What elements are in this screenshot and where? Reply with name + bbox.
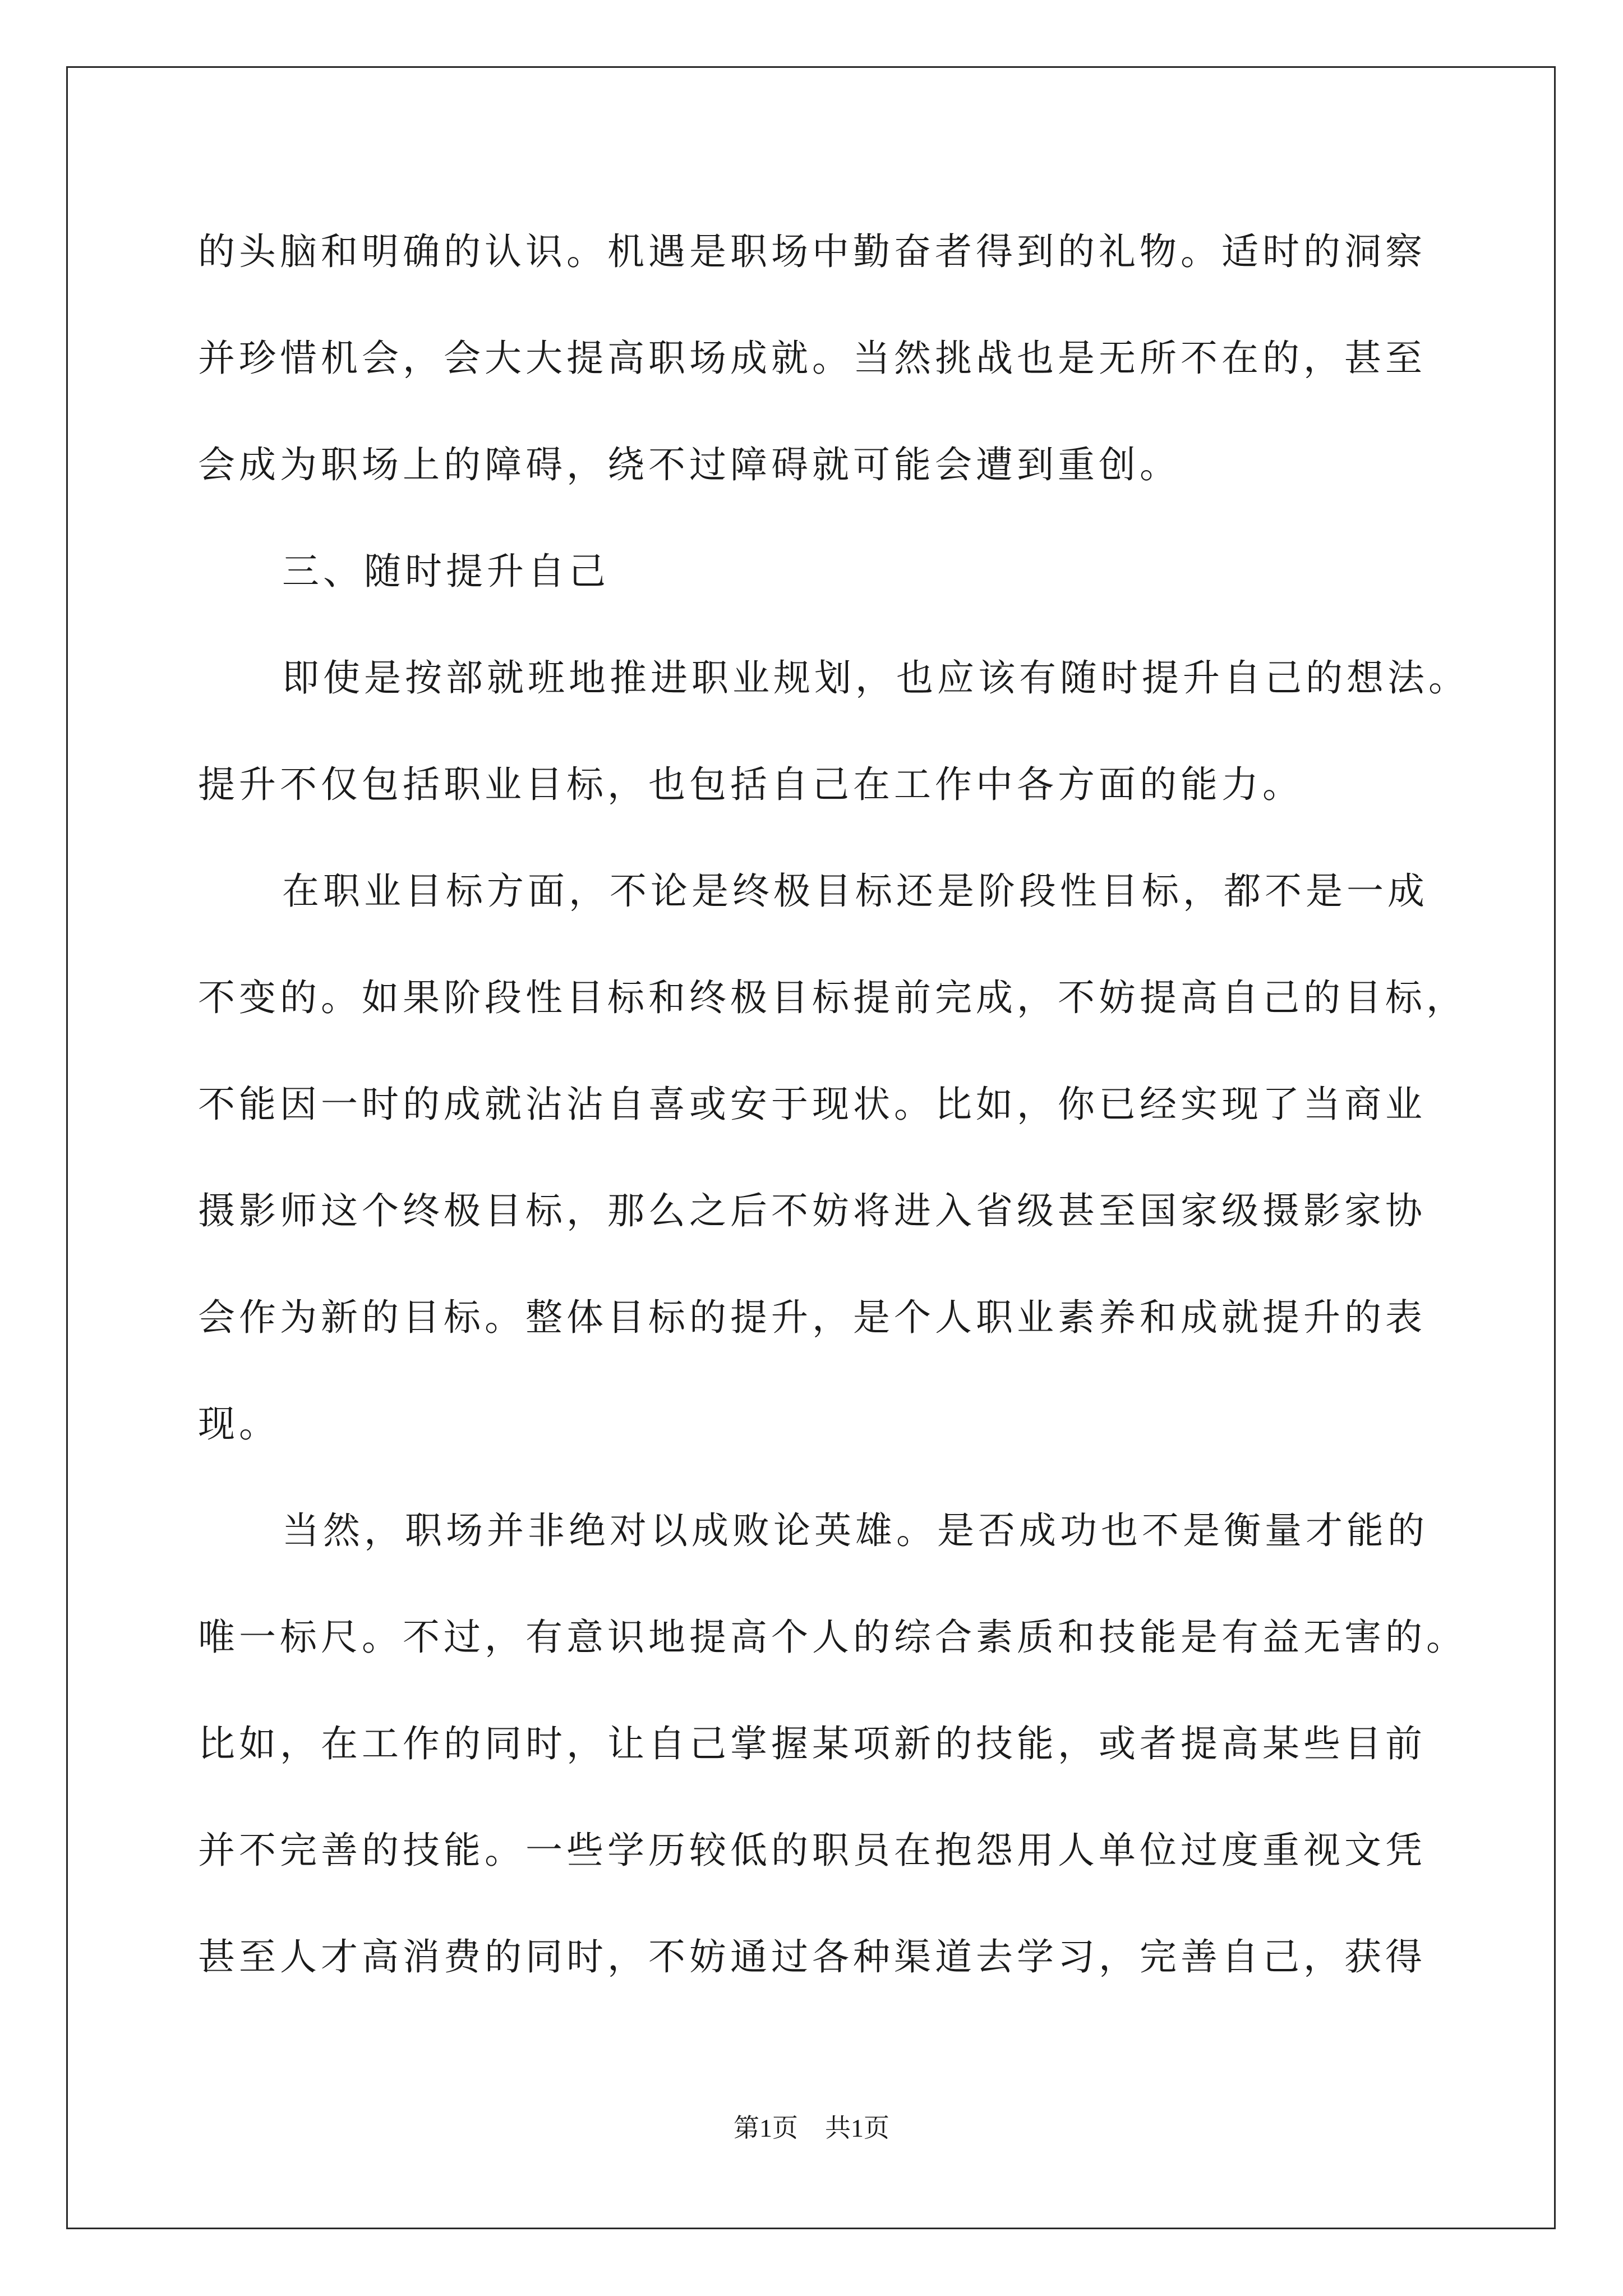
text-line-9: 不能因一时的成就沾沾自喜或安于现状。比如，你已经实现了当商业	[198, 1083, 1426, 1126]
text-line-1: 的头脑和明确的认识。机遇是职场中勤奋者得到的礼物。适时的洞察	[198, 230, 1426, 273]
text-line-11: 会作为新的目标。整体目标的提升，是个人职业素养和成就提升的表	[198, 1296, 1426, 1339]
text-line-2: 并珍惜机会，会大大提高职场成就。当然挑战也是无所不在的，甚至	[198, 337, 1426, 380]
text-line-5: 即使是按部就班地推进职业规划，也应该有随时提升自己的想法。	[282, 656, 1469, 700]
text-line-3: 会成为职场上的障碍，绕不过障碍就可能会遭到重创。	[198, 443, 1181, 486]
text-line-17: 甚至人才高消费的同时，不妨通过各种渠道去学习，完善自己，获得	[198, 1935, 1426, 1978]
text-line-12: 现。	[198, 1402, 280, 1446]
text-line-14: 唯一标尺。不过，有意识地提高个人的综合素质和技能是有益无害的。	[198, 1616, 1467, 1659]
text-line-6: 提升不仅包括职业目标，也包括自己在工作中各方面的能力。	[198, 763, 1303, 806]
text-line-10: 摄影师这个终极目标，那么之后不妨将进入省级甚至国家级摄影家协	[198, 1189, 1426, 1232]
page-number-current: 第1页	[734, 2114, 798, 2142]
document-body	[198, 210, 1469, 2022]
section-heading: 三、随时提升自己	[282, 550, 610, 593]
page-footer	[0, 2111, 1623, 2145]
text-line-15: 比如，在工作的同时，让自己掌握某项新的技能，或者提高某些目前	[198, 1722, 1426, 1765]
text-line-8: 不变的。如果阶段性目标和终极目标提前完成，不妨提高自己的目标，	[198, 976, 1467, 1019]
text-line-7: 在职业目标方面，不论是终极目标还是阶段性目标，都不是一成	[282, 869, 1428, 913]
text-line-16: 并不完善的技能。一些学历较低的职员在抱怨用人单位过度重视文凭	[198, 1829, 1426, 1872]
text-line-13: 当然，职场并非绝对以成败论英雄。是否成功也不是衡量才能的	[282, 1509, 1428, 1552]
page-number-total: 共1页	[825, 2114, 889, 2142]
